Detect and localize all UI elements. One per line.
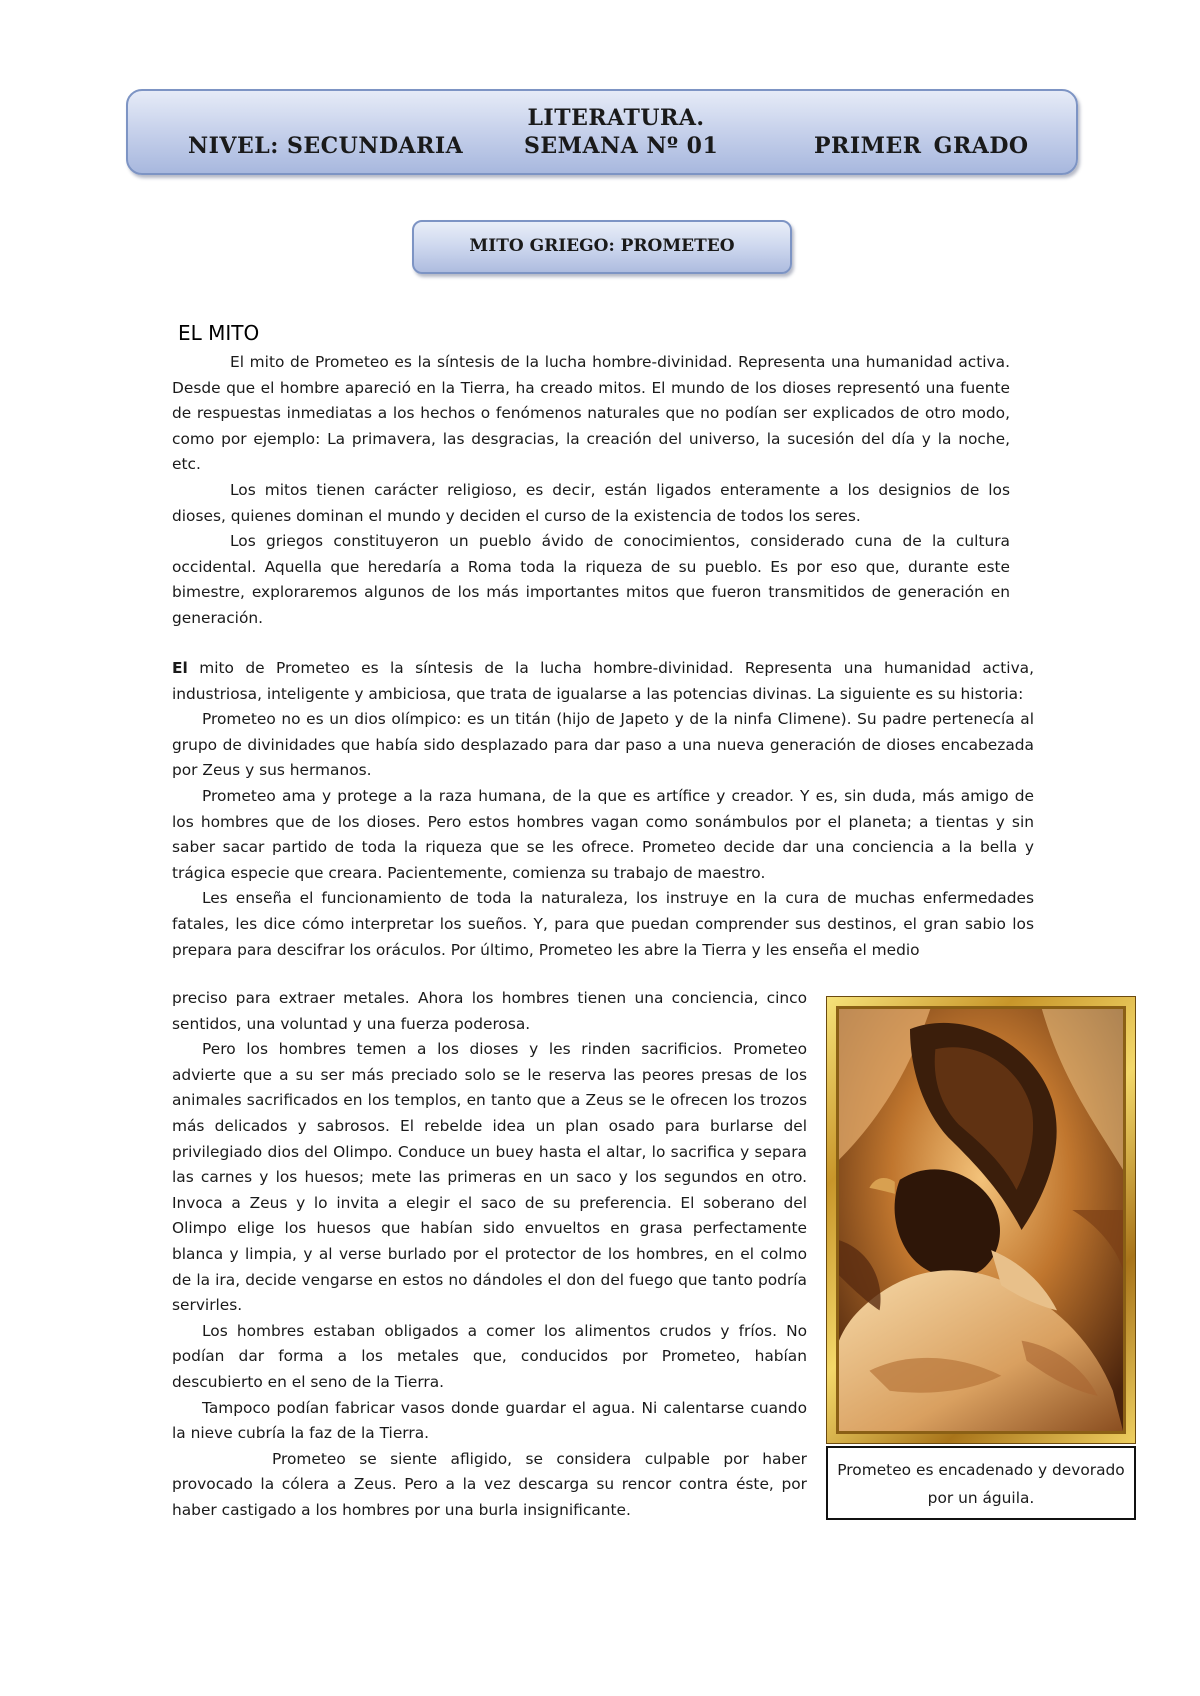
intro-text [172, 350, 1010, 632]
header-week: SEMANA Nº 01 [524, 133, 719, 159]
header-level: NIVEL: SECUNDARIA [188, 133, 464, 159]
painting-frame [826, 996, 1136, 1444]
story-paragraph-4: Les enseña el funcionamiento de toda la naturaleza, los instruye en la cura de muchas enfermedades fatales, les dice cómo interpretar los sueños. Y, para que puedan comprender sus destinos, el gran sabio los prepara para descifrar los oráculos. Por último, Prometeo les abre la Tierra y les enseña el medio [172, 889, 1034, 959]
header-grade: PRIMER GRADO [814, 133, 1029, 159]
story-lead-word: El [172, 659, 188, 677]
prometheus-eagle-image [839, 1009, 1123, 1431]
story-text-full [172, 656, 1034, 963]
story-paragraph-8: Tampoco podían fabricar vasos donde guardar el agua. Ni calentarse cuando la nieve cubría la faz de la Tierra. [172, 1398, 807, 1443]
prometheus-painting [836, 1006, 1126, 1434]
intro-paragraph-1: El mito de Prometeo es la síntesis de la lucha hombre-divinidad. Representa una humanidad activa. Desde que el hombre apareció en la Tierra, ha creado mitos. El mundo de los dioses representó una fuente de respuestas inmediatas a los hechos o fenómenos naturales que no podían ser explicados de otro modo, como por ejemplo: La primavera, las desgracias, la creación del universo, la sucesión del día y la noche, etc. [172, 353, 1010, 474]
story-paragraph-1-rest: mito de Prometeo es la síntesis de la lucha hombre-divinidad. Representa una humanidad activa, industriosa, inteligente y ambiciosa, que trata de igualarse a las potencias divinas. La siguiente es su historia: [172, 659, 1034, 703]
header-banner [126, 89, 1078, 175]
intro-paragraph-3: Los griegos constituyeron un pueblo ávido de conocimientos, considerado cuna de la cultura occidental. Aquella que heredaría a Roma toda la riqueza de su pueblo. Es por eso que, durante este bimestre, exploraremos algunos de los más importantes mitos que fueron transmitidos de generación en generación. [172, 532, 1010, 627]
story-paragraph-9: Prometeo se siente afligido, se considera culpable por haber provocado la cólera a Zeus. Pero a la vez descarga su rencor contra éste, por haber castigado a los hombres por una burla insignificante. [172, 1449, 807, 1519]
story-paragraph-3: Prometeo ama y protege a la raza humana, de la que es artífice y creador. Y es, sin duda, más amigo de los hombres que de los dioses. Pero estos hombres vagan como sonámbulos por el planeta; a tientas y sin saber sacar partido de toda la riqueza que se les ofrece. Prometeo decide dar una conciencia a la bella y trágica especie que creara. Pacientemente, comienza su trabajo de maestro. [172, 786, 1034, 882]
story-paragraph-1 [172, 656, 1034, 707]
story-paragraph-2: Prometeo no es un dios olímpico: es un titán (hijo de Japeto y de la ninfa Climene). Su padre pertenecía al grupo de divinidades que había sido desplazado para dar paso a una nueva generación de dioses encabezada por Zeus y sus hermanos. [172, 710, 1034, 780]
story-paragraph-5: preciso para extraer metales. Ahora los hombres tienen una conciencia, cinco sentidos, una voluntad y una fuerza poderosa. [172, 989, 807, 1033]
header-title: LITERATURA. [527, 105, 705, 131]
section-heading: EL MITO [178, 321, 260, 345]
story-paragraph-6: Pero los hombres temen a los dioses y les rinden sacrificios. Prometeo advierte que a su ser más preciado solo se le reserva las peores presas de los animales sacrificados en los templos, en tanto que a Zeus se le ofrecen los trozos más delicados y sabrosos. El rebelde idea un plan osado para burlarse del privilegiado dios del Olimpo. Conduce un buey hasta el altar, lo sacrifica y separa las carnes y los huesos; mete las primeras en un saco y los segundos en otro. Invoca a Zeus y lo invita a elegir el saco de su preferencia. El soberano del Olimpo elige los huesos que habían sido envueltos en grasa perfectamente blanca y limpia, y al verse burlado por el protector de los hombres, en el colmo de la ira, decide vengarse en estos no dándoles el don del fuego que tanto podría servirles. [172, 1040, 807, 1315]
intro-paragraph-2: Los mitos tienen carácter religioso, es decir, están ligados enteramente a los designios de los dioses, quienes dominan el mundo y deciden el curso de la existencia de todos los seres. [172, 480, 1010, 525]
story-paragraph-7: Los hombres estaban obligados a comer los alimentos crudos y fríos. No podían dar forma a los metales que, conducidos por Prometeo, habían descubierto en el seno de la Tierra. [172, 1321, 807, 1391]
painting-caption: Prometeo es encadenado y devorado por un águila. [826, 1446, 1136, 1520]
document-subtitle: MITO GRIEGO: PROMETEO [412, 220, 792, 274]
story-text-narrow [172, 986, 807, 1523]
